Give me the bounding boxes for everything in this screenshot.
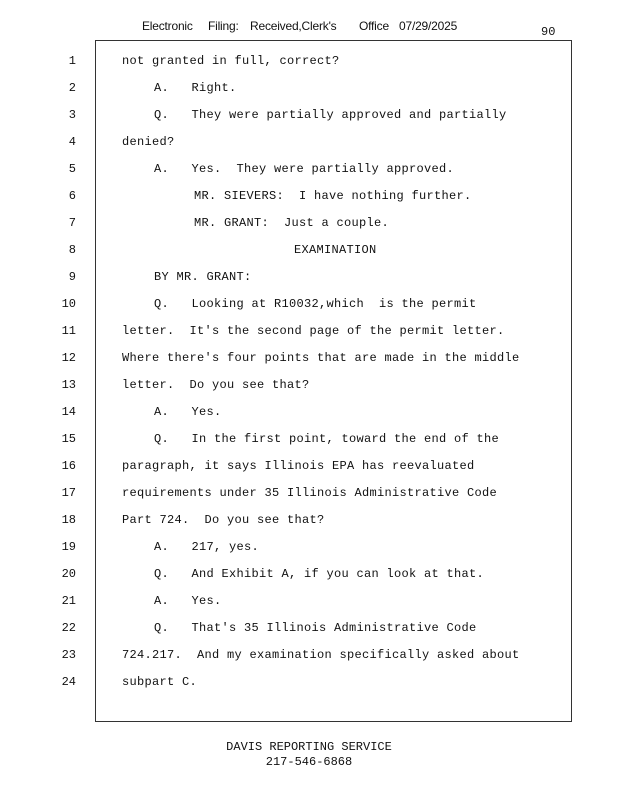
header-word-electronic: Electronic (142, 19, 193, 33)
transcript-line: A. 217, yes. (154, 540, 260, 554)
transcript-line: A. Yes. (154, 405, 222, 419)
line-number: 20 (61, 567, 76, 581)
transcript-line: Part 724. Do you see that? (122, 513, 325, 527)
transcript-line: letter. Do you see that? (122, 378, 310, 392)
transcript-line: letter. It's the second page of the permit letter. (122, 324, 505, 338)
transcript-line: BY MR. GRANT: (154, 270, 252, 284)
transcript-line: Q. Looking at R10032,which is the permit (154, 297, 477, 311)
reporting-phone: 217-546-6868 (265, 755, 353, 769)
line-number: 22 (61, 621, 76, 635)
line-number: 5 (68, 162, 76, 176)
transcript-line: Where there's four points that are made in the middle (122, 351, 520, 365)
transcript-line: Q. And Exhibit A, if you can look at that. (154, 567, 485, 581)
reporting-company: DAVIS REPORTING SERVICE (226, 740, 392, 754)
line-number: 9 (68, 270, 76, 284)
line-number: 11 (61, 324, 76, 338)
line-number: 23 (61, 648, 76, 662)
transcript-line: MR. GRANT: Just a couple. (194, 216, 390, 230)
line-number: 2 (68, 81, 76, 95)
header-word-office: Office (359, 19, 389, 33)
line-number: 6 (68, 189, 76, 203)
line-number: 4 (68, 135, 76, 149)
transcript-line: Q. That's 35 Illinois Administrative Code (154, 621, 477, 635)
header-word-received-clerks: Received,Clerk's (250, 19, 337, 33)
transcript-line: requirements under 35 Illinois Administrative Code (122, 486, 498, 500)
transcript-line: paragraph, it says Illinois EPA has reevaluated (122, 459, 475, 473)
line-number: 16 (61, 459, 76, 473)
line-number: 10 (61, 297, 76, 311)
transcript-line: denied? (122, 135, 175, 149)
line-number: 8 (68, 243, 76, 257)
line-number: 3 (68, 108, 76, 122)
line-number: 14 (61, 405, 76, 419)
transcript-line: 724.217. And my examination specifically asked about (122, 648, 520, 662)
line-number: 12 (61, 351, 76, 365)
transcript-line: not granted in full, correct? (122, 54, 340, 68)
header-word-filing: Filing: (208, 19, 239, 33)
transcript-line: A. Yes. They were partially approved. (154, 162, 455, 176)
transcript-line: Q. In the first point, toward the end of the (154, 432, 500, 446)
line-number: 1 (68, 54, 76, 68)
transcript-line: MR. SIEVERS: I have nothing further. (194, 189, 472, 203)
transcript-line: A. Right. (154, 81, 237, 95)
line-number: 24 (61, 675, 76, 689)
line-number: 18 (61, 513, 76, 527)
line-number: 13 (61, 378, 76, 392)
transcript-line: A. Yes. (154, 594, 222, 608)
transcript-line: subpart C. (122, 675, 198, 689)
line-number: 17 (61, 486, 76, 500)
line-number: 21 (61, 594, 76, 608)
section-heading: EXAMINATION (294, 243, 377, 257)
line-number: 19 (61, 540, 76, 554)
filing-stamp-header (0, 19, 618, 39)
transcript-line: Q. They were partially approved and partially (154, 108, 507, 122)
line-number: 15 (61, 432, 76, 446)
line-number: 7 (68, 216, 76, 230)
header-date: 07/29/2025 (399, 19, 458, 33)
page-number: 90 (541, 25, 556, 39)
